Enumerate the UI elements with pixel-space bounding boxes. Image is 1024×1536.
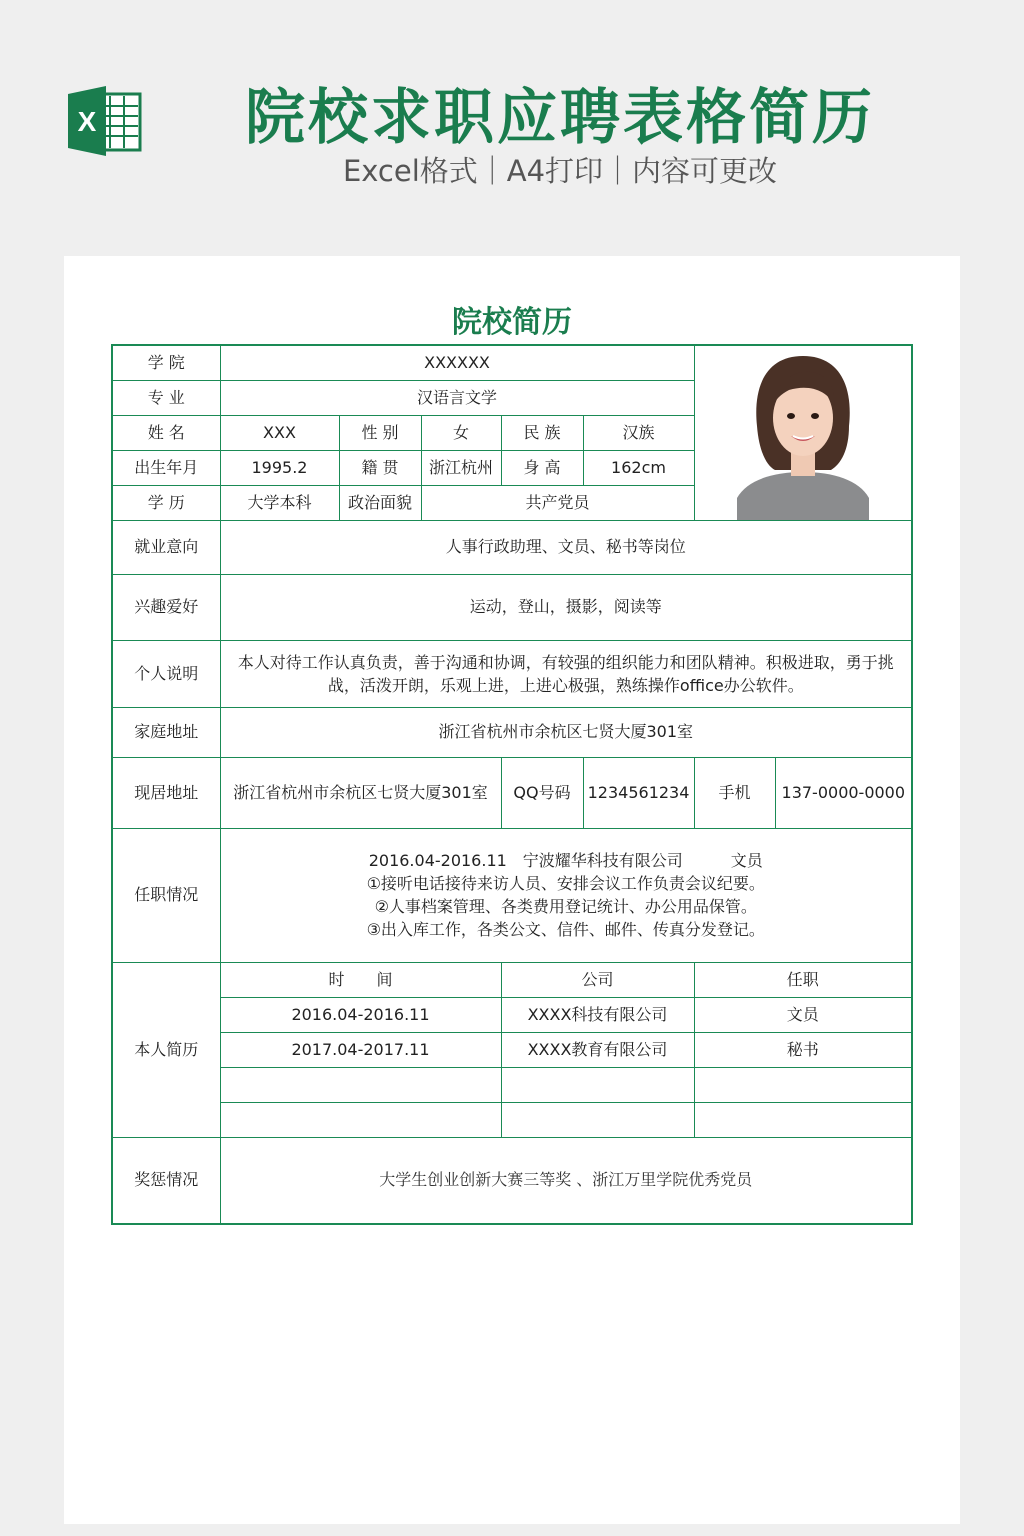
major-label: 专 业 xyxy=(112,380,220,415)
intention-value[interactable]: 人事行政助理、文员、秘书等岗位 xyxy=(220,520,912,574)
phone-label: 手机 xyxy=(694,757,775,828)
excel-icon xyxy=(66,86,142,156)
home-address-value[interactable]: 浙江省杭州市余杭区七贤大厦301室 xyxy=(220,707,912,757)
page-title: 院校求职应聘表格简历 xyxy=(245,83,875,153)
origin-value[interactable]: 浙江杭州 xyxy=(421,450,501,485)
major-value[interactable]: 汉语言文学 xyxy=(220,380,694,415)
employment-line: ③出入库工作，各类公文、信件、邮件、传真分发登记。 xyxy=(366,920,765,939)
page-subtitle: Excel格式｜A4打印｜内容可更改 xyxy=(342,154,778,188)
politics-label: 政治面貌 xyxy=(339,485,421,520)
height-label: 身 高 xyxy=(501,450,583,485)
home-address-label: 家庭地址 xyxy=(112,707,220,757)
ethnicity-label: 民 族 xyxy=(501,415,583,450)
statement-label: 个人说明 xyxy=(112,640,220,707)
phone-value[interactable]: 137-0000-0000 xyxy=(775,757,912,828)
hobbies-label: 兴趣爱好 xyxy=(112,574,220,640)
employment-line: ②人事档案管理、各类费用登记统计、办公用品保管。 xyxy=(374,897,757,916)
history-company[interactable] xyxy=(501,1067,694,1102)
history-time[interactable] xyxy=(220,1102,501,1137)
statement-line: 战，活泼开朗，乐观上进，上进心极强，熟练操作office办公软件。 xyxy=(327,675,804,695)
history-position[interactable] xyxy=(694,1102,912,1137)
table-row xyxy=(112,1067,912,1102)
history-position[interactable]: 秘书 xyxy=(694,1032,912,1067)
ethnicity-value[interactable]: 汉族 xyxy=(583,415,694,450)
table-row xyxy=(112,997,912,1032)
employment-label: 任职情况 xyxy=(112,828,220,962)
portrait-photo xyxy=(737,348,869,520)
name-label: 姓 名 xyxy=(112,415,220,450)
intention-label: 就业意向 xyxy=(112,520,220,574)
education-label: 学 历 xyxy=(112,485,220,520)
history-label: 本人简历 xyxy=(112,962,220,1137)
name-value[interactable]: XXX xyxy=(220,415,339,450)
gender-label: 性 别 xyxy=(339,415,421,450)
current-address-value[interactable]: 浙江省杭州市余杭区七贤大厦301室 xyxy=(220,757,501,828)
history-time[interactable]: 2016.04-2016.11 xyxy=(220,997,501,1032)
history-company[interactable]: XXXX科技有限公司 xyxy=(501,997,694,1032)
photo-cell xyxy=(694,345,912,520)
history-position[interactable]: 文员 xyxy=(694,997,912,1032)
qq-value[interactable]: 1234561234 xyxy=(583,757,694,828)
gender-value[interactable]: 女 xyxy=(421,415,501,450)
hobbies-value[interactable]: 运动，登山，摄影，阅读等 xyxy=(220,574,912,640)
table-row xyxy=(112,1102,912,1137)
current-address-label: 现居地址 xyxy=(112,757,220,828)
statement-line: 本人对待工作认真负责，善于沟通和协调，有较强的组织能力和团队精神。积极进取，勇于挑 xyxy=(237,652,894,672)
origin-label: 籍 贯 xyxy=(339,450,421,485)
history-company[interactable] xyxy=(501,1102,694,1137)
employment-value[interactable] xyxy=(220,828,912,962)
history-header-company: 公司 xyxy=(501,962,694,997)
birth-label: 出生年月 xyxy=(112,450,220,485)
history-position[interactable] xyxy=(694,1067,912,1102)
politics-value[interactable]: 共产党员 xyxy=(421,485,694,520)
excel-icon-letter: X xyxy=(77,106,97,137)
qq-label: QQ号码 xyxy=(501,757,583,828)
employment-line: ①接听电话接待来访人员、安排会议工作负责会议纪要。 xyxy=(366,874,765,893)
birth-value[interactable]: 1995.2 xyxy=(220,450,339,485)
history-time[interactable]: 2017.04-2017.11 xyxy=(220,1032,501,1067)
resume-sheet xyxy=(64,256,960,1524)
table-row xyxy=(112,1032,912,1067)
college-value[interactable]: XXXXXX xyxy=(220,345,694,380)
employment-line: 2016.04-2016.11 宁波耀华科技有限公司 文员 xyxy=(368,851,763,870)
history-header-position: 任职 xyxy=(694,962,912,997)
history-company[interactable]: XXXX教育有限公司 xyxy=(501,1032,694,1067)
college-label: 学 院 xyxy=(112,345,220,380)
height-value[interactable]: 162cm xyxy=(583,450,694,485)
history-header-time: 时 间 xyxy=(220,962,501,997)
resume-table xyxy=(111,344,913,1225)
sheet-title: 院校简历 xyxy=(452,305,572,340)
statement-value[interactable] xyxy=(220,640,912,707)
history-time[interactable] xyxy=(220,1067,501,1102)
awards-label: 奖惩情况 xyxy=(112,1137,220,1224)
awards-value[interactable]: 大学生创业创新大赛三等奖 、浙江万里学院优秀党员 xyxy=(220,1137,912,1224)
education-value[interactable]: 大学本科 xyxy=(220,485,339,520)
